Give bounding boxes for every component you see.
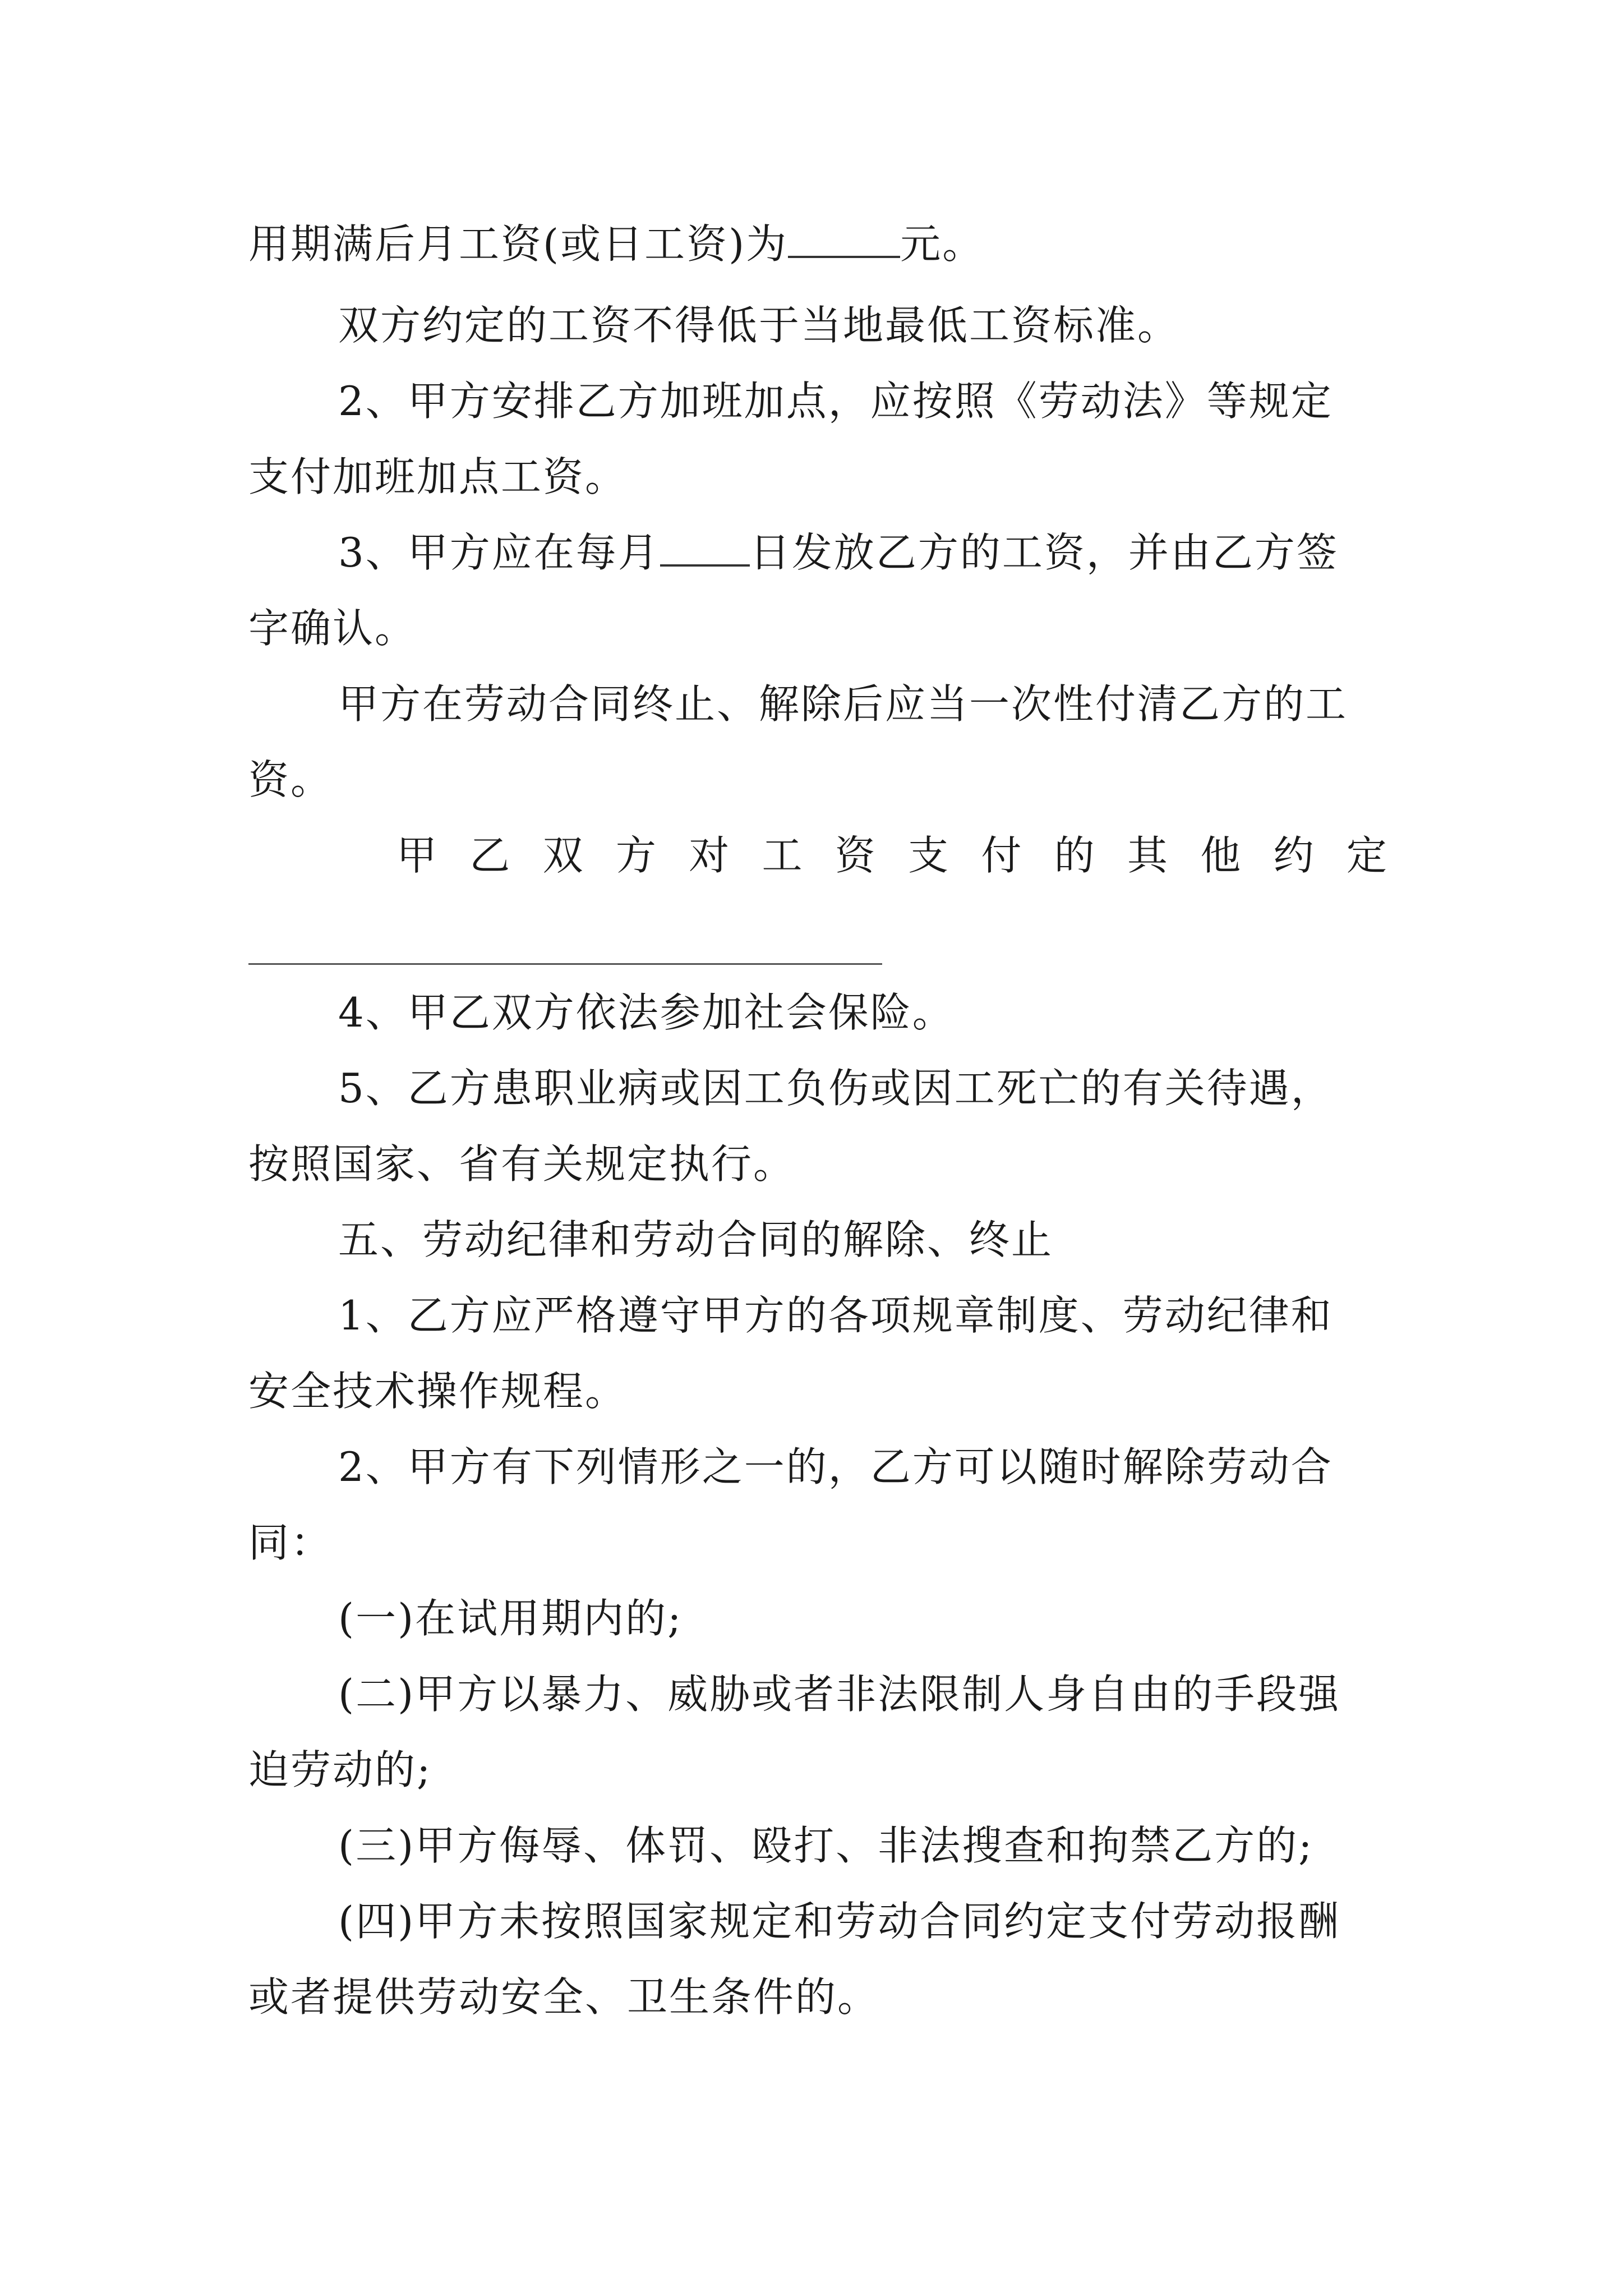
list-item: (四)甲方未按照国家规定和劳动合同约定支付劳动报酬 (338, 1898, 1341, 1945)
text-line: 1、乙方应严格遵守甲方的各项规章制度、劳动纪律和 (338, 1292, 1333, 1339)
text-line: 双方约定的工资不得低于当地最低工资标准。 (338, 302, 1180, 349)
spaced-char: 方 (615, 832, 658, 879)
text-line: 迫劳动的; (248, 1746, 432, 1793)
spaced-char: 乙 (469, 832, 512, 879)
text-line: 支付加班加点工资。 (248, 453, 628, 500)
spaced-text-line (396, 827, 1389, 884)
spaced-char: 定 (1346, 832, 1389, 879)
text-line: 甲方在劳动合同终止、解除后应当一次性付清乙方的工 (338, 680, 1348, 728)
spaced-char: 付 (981, 832, 1023, 879)
text-line: 4、甲乙双方依法参加社会保险。 (338, 989, 955, 1036)
text-line: 或者提供劳动安全、卫生条件的。 (248, 1973, 880, 2021)
spaced-char: 他 (1200, 832, 1243, 879)
list-item: (三)甲方侮辱、体罚、殴打、非法搜查和拘禁乙方的; (338, 1822, 1314, 1869)
text-line: 5、乙方患职业病或因工负伤或因工死亡的有关待遇， (338, 1065, 1333, 1112)
spaced-char: 对 (689, 832, 731, 879)
text-line (248, 216, 1389, 272)
spaced-char: 工 (762, 832, 804, 879)
text-line: 2、甲方有下列情形之一的，乙方可以随时解除劳动合 (338, 1443, 1333, 1490)
text-segment: 日发放乙方的工资，并由乙方签 (749, 529, 1339, 576)
spaced-char: 资 (834, 832, 877, 879)
text-segment: 元。 (900, 220, 985, 268)
text-line: 按照国家、省有关规定执行。 (248, 1140, 796, 1188)
text-line: 同： (248, 1519, 333, 1566)
text-segment: 用期满后月工资(或日工资)为 (248, 220, 789, 268)
text-line: 2、甲方安排乙方加班加点，应按照《劳动法》等规定 (338, 378, 1333, 425)
spaced-char: 的 (1054, 832, 1096, 879)
list-item: (二)甲方以暴力、威胁或者非法限制人身自由的手段强 (338, 1671, 1341, 1718)
spaced-char: 支 (908, 832, 951, 879)
text-line: 安全技术操作规程。 (248, 1368, 628, 1415)
spaced-char: 甲 (396, 832, 439, 879)
text-line: 字确认。 (248, 605, 417, 652)
spaced-char: 双 (542, 832, 585, 879)
text-line: 资。 (248, 756, 333, 803)
text-segment: 3、甲方应在每月 (338, 529, 660, 576)
fill-blank-pay-day (660, 531, 750, 567)
fill-blank-other-agreements (248, 963, 882, 965)
spaced-char: 约 (1273, 832, 1316, 879)
section-heading: 五、劳动纪律和劳动合同的解除、终止 (338, 1216, 1054, 1263)
text-line (338, 524, 1389, 581)
spaced-char: 其 (1127, 832, 1169, 879)
list-item: (一)在试用期内的; (338, 1595, 683, 1642)
fill-blank-monthly-wage (788, 222, 900, 258)
